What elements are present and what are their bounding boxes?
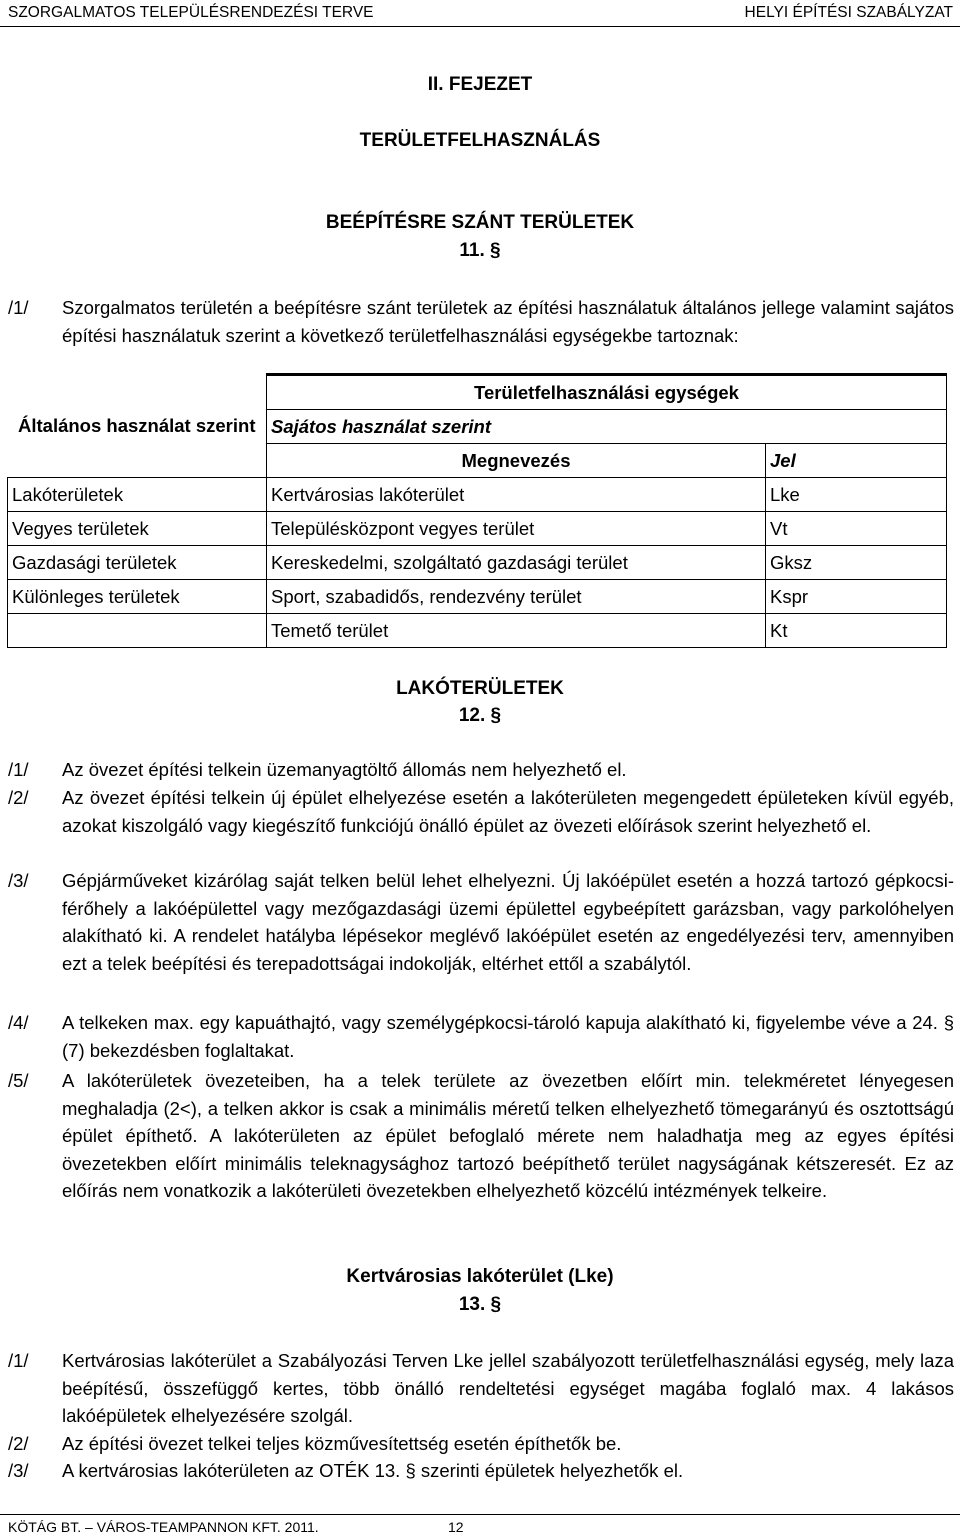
- paragraph-text: A telkeken max. egy kapuáthajtó, vagy személygépkocsi-tároló kapuja alakítható ki, figyelembe véve a 24. § (7) bekezdésben foglaltakat.: [62, 1012, 954, 1061]
- general-use-cell: [8, 614, 267, 648]
- unit-name-cell: Temető terület: [267, 614, 766, 648]
- paragraph-13-2: [8, 1430, 954, 1458]
- paragraph-text: Az övezet építési telkein üzemanyagtöltő állomás nem helyezhető el.: [62, 759, 627, 780]
- paragraph-13-3: [8, 1457, 954, 1485]
- header-right: HELYI ÉPÍTÉSI SZABÁLYZAT: [744, 4, 953, 21]
- footer-left: KÖTÁG BT. – VÁROS-TEAMPANNON KFT. 2011.: [8, 1519, 319, 1535]
- table-row: [8, 478, 947, 512]
- table-row: [8, 546, 947, 580]
- unit-name-cell: Kertvárosias lakóterület: [267, 478, 766, 512]
- paragraph-number: /4/: [8, 1012, 29, 1033]
- chapter-title: TERÜLETFELHASZNÁLÁS: [359, 130, 601, 151]
- paragraph-number: /3/: [8, 1460, 29, 1481]
- paragraph-12-2: [8, 784, 954, 839]
- paragraph-number: /5/: [8, 1070, 29, 1091]
- specific-use-header: Sajátos használat szerint: [267, 410, 947, 444]
- table-row: [8, 580, 947, 614]
- page-number: 12: [448, 1519, 464, 1535]
- paragraph-text: Szorgalmatos területén a beépítésre szánt területek az építési használatuk általános jellege valamint sajátos építési használatuk szerint a következő területfelhasználási egységekbe tartoznak:: [62, 297, 954, 346]
- unit-code-cell: Kt: [766, 614, 947, 648]
- general-use-cell: Vegyes területek: [8, 512, 267, 546]
- paragraph-number: /1/: [8, 1350, 29, 1371]
- unit-code-cell: Lke: [766, 478, 947, 512]
- unit-name-cell: Sport, szabadidős, rendezvény terület: [267, 580, 766, 614]
- unit-code-cell: Kspr: [766, 580, 947, 614]
- page-header: [0, 0, 960, 27]
- table-row: [8, 614, 947, 648]
- paragraph-number: /1/: [8, 759, 29, 780]
- unit-code-cell: Gksz: [766, 546, 947, 580]
- paragraph-number: /2/: [8, 1433, 29, 1454]
- section-title-lke: Kertvárosias lakóterület (Lke): [346, 1266, 614, 1287]
- paragraph-number: /1/: [8, 297, 29, 318]
- section-number-13: 13. §: [458, 1294, 502, 1315]
- paragraph-text: A kertvárosias lakóterületen az OTÉK 13. § szerinti épületek helyezhetők el.: [62, 1460, 684, 1481]
- general-use-cell: Különleges területek: [8, 580, 267, 614]
- unit-code-cell: Vt: [766, 512, 947, 546]
- section-title-built: BEÉPÍTÉSRE SZÁNT TERÜLETEK: [325, 212, 635, 233]
- unit-name-cell: Településközpont vegyes terület: [267, 512, 766, 546]
- land-use-table: [7, 373, 947, 648]
- paragraph-number: /2/: [8, 787, 29, 808]
- paragraph-number: /3/: [8, 870, 29, 891]
- general-use-cell: Lakóterületek: [8, 478, 267, 512]
- paragraph-12-1: [8, 756, 954, 784]
- paragraph-text: Az építési övezet telkei teljes közművesítettség esetén építhetők be.: [62, 1433, 622, 1454]
- paragraph-12-5: [8, 1067, 954, 1205]
- paragraph-text: Gépjárműveket kizárólag saját telken belül lehet elhelyezni. Új lakóépület esetén a hozzá tartozó gépkocsi-férőhely a lakóépülettel vagy mezőgazdasági üzemi épülettel egybeépített garázsban, vagy parkolóhelyen alakítható ki. A rendelet hatályba lépésekor meglévő lakóépület esetén az engedélyezési terv, amennyiben ezt a telek beépítési és terepadottságai indokolják, eltérhet ettől a szabálytól.: [62, 870, 954, 974]
- table-row: [8, 512, 947, 546]
- section-number-11: 11. §: [459, 240, 501, 261]
- general-use-cell: Gazdasági területek: [8, 546, 267, 580]
- section-title-residential: LAKÓTERÜLETEK: [396, 678, 564, 699]
- paragraph-text: Kertvárosias lakóterület a Szabályozási Terven Lke jellel szabályozott területfelhasználási egység, mely laza beépítésű, összefüggő kertes, több önálló rendeltetési egységet magába foglaló max. 4 lakásos lakóépületek elhelyezésére szolgál.: [62, 1350, 954, 1427]
- paragraph-12-4: [8, 1009, 954, 1064]
- paragraph-text: Az övezet építési telkein új épület elhelyezése esetén a lakóterületen megengedett épületeken kívül egyéb, azokat kiszolgáló vagy kiegészítő funkciójú önálló épület az övezeti előírások szerint helyezhető el.: [62, 787, 954, 836]
- paragraph-11-1: [8, 294, 954, 349]
- land-use-units-header: Területfelhasználási egységek: [267, 375, 947, 410]
- page-footer: [0, 1514, 960, 1535]
- chapter-number: II. FEJEZET: [427, 74, 533, 95]
- section-number-12: 12. §: [458, 705, 502, 726]
- paragraph-13-1: [8, 1347, 954, 1430]
- header-left: SZORGALMATOS TELEPÜLÉSRENDEZÉSI TERVE: [8, 4, 374, 21]
- paragraph-12-3: [8, 867, 954, 977]
- paragraph-text: A lakóterületek övezeteiben, ha a telek területe az övezetben előírt min. telekméretet lényegesen meghaladja (2<), a telken akkor is csak a minimális méretű telken elhelyezhető tömegarányú és osztottságú épület építhető. A lakóterületen az épület befoglaló mérete nem haladhatja meg az egyes építési övezetekben előírt minimális teleknagysághoz tartozó beépíthető terület nagyságának kétszeresét. Ez az előírás nem vonatkozik a lakóterületi övezetekben elhelyezhető közcélú intézmények telkeire.: [62, 1070, 954, 1202]
- name-column-header: Megnevezés: [267, 444, 766, 478]
- general-use-header: Általános használat szerint: [8, 375, 267, 478]
- unit-name-cell: Kereskedelmi, szolgáltató gazdasági terület: [267, 546, 766, 580]
- code-column-header: Jel: [766, 444, 947, 478]
